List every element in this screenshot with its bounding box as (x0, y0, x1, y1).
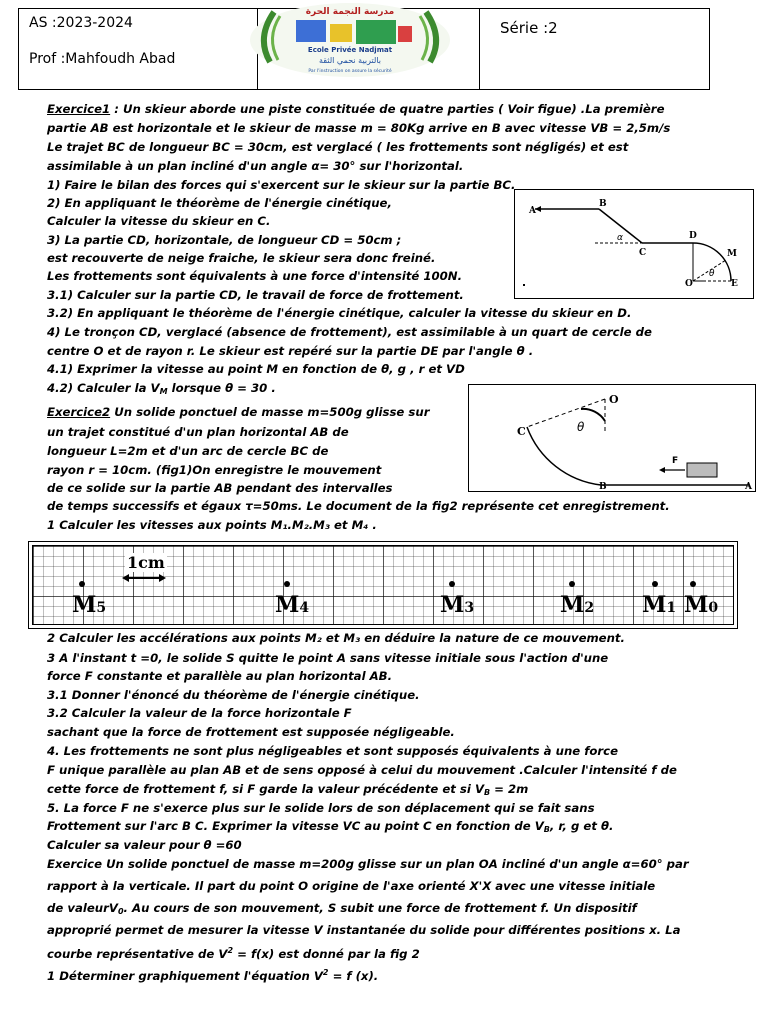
label-m: M (727, 249, 737, 259)
point-dot-m1 (652, 581, 658, 587)
text-line: F unique parallèle au plan AB et de sens opposé à celui du mouvement .Calculer l'intensité f de (47, 763, 677, 777)
text-line: Exercice Un solide ponctuel de masse m=200g glisse sur un plan OA incliné d'un angle α=60° par (47, 857, 689, 871)
text-line: 1 Déterminer graphiquement l'équation $V^2 = f$ (x). (47, 968, 379, 983)
text-line: un trajet constitué d'un plan horizontal AB de (47, 425, 349, 439)
label-a: A (529, 206, 536, 216)
label-alpha: α (617, 233, 623, 243)
text-line: 4.1) Exprimer la vitesse au point M en fonction de θ, g , r et VD (47, 362, 465, 376)
text-line: 3) La partie CD, horizontale, de longueur CD = 50cm ; (47, 233, 402, 247)
exercise2-title: Exercice2 (47, 405, 111, 419)
text-line: est recouverte de neige fraiche, le skieur sera donc freiné. (47, 251, 436, 265)
text-line: 1 Calculer les vitesses aux points M₁.M₂.M₃ et M₄ . (47, 518, 377, 532)
text-line: 3.2) En appliquant le théorème de l'énergie cinétique, calculer la vitesse du skieur en D. (47, 306, 632, 320)
text-line: sachant que la force de frottement est supposée négligeable. (47, 725, 455, 739)
point-label-m4: M4 (275, 592, 310, 618)
header-right-cell (479, 9, 709, 89)
text-line: courbe représentative de $V^2 = f(x)$ est donné par la fig 2 (47, 946, 420, 961)
logo-tagline: Par l'instruction on assure la sécurité (308, 69, 392, 74)
school-logo (248, 2, 452, 78)
text-line: 1) Faire le bilan des forces qui s'exercent sur le skieur sur la partie BC. (47, 178, 516, 192)
text-line: rapport à la verticale. Il part du point O origine de l'axe orienté X'X avec une vitesse initiale (47, 879, 656, 893)
point-dot-m4 (284, 581, 290, 587)
logo-arabic-bottom: بالتربية نحمي الثقة (318, 56, 382, 65)
scale-label: 1cm (127, 553, 165, 572)
point-label-m0: M0 (684, 592, 719, 618)
header-left-cell (19, 9, 258, 89)
point-label-m2: M2 (560, 592, 595, 618)
text-line: cette force de frottement f, si F garde la valeur précédente et si $V_B = 2m$ (47, 782, 529, 797)
exercise1-title: Exercice1 (47, 102, 111, 116)
radius-oc (527, 399, 605, 427)
point-dot-m3 (449, 581, 455, 587)
text-line: de temps successifs et égaux τ=50ms. Le document de la fig2 représente cet enregistrement. (47, 499, 670, 513)
ski-track-figure (514, 189, 754, 299)
text-line: de ce solide sur la partie AB pendant des intervalles (47, 481, 393, 495)
arc-plane-figure (468, 384, 756, 492)
solid-block (687, 463, 717, 477)
text-line: assimilable à un plan incliné d'un angle α= 30° sur l'horizontal. (47, 159, 464, 173)
text-line: 3.1 Donner l'énoncé du théorème de l'énergie cinétique. (47, 688, 420, 702)
point-dot-m5 (79, 581, 85, 587)
text-line: rayon r = 10cm. (fig1)On enregistre le mouvement (47, 463, 382, 477)
text-line: 2 Calculer les accélérations aux points M₂ et M₃ en déduire la nature de ce mouvement. (47, 631, 625, 645)
text-line: 3.2 Calculer la valeur de la force horizontale F (47, 706, 352, 720)
logo-arabic-top: مدرسة النجمة الحرة (305, 7, 395, 17)
text-line: Le trajet BC de longueur BC = 30cm, est verglacé ( les frottements sont négligés) et est (47, 140, 629, 154)
text-line: Calculer sa valeur pour θ =60 (47, 838, 242, 852)
label-theta2: θ (577, 420, 585, 434)
text-line: Les frottements sont équivalents à une force d'intensité 100N. (47, 269, 463, 283)
label-o: O (685, 279, 693, 289)
text-line: Exercice2 Un solide ponctuel de masse m=500g glisse sur (47, 405, 430, 419)
text-line: longueur L=2m et d'un arc de cercle BC de (47, 444, 329, 458)
text-line: Calculer la vitesse du skieur en C. (47, 214, 271, 228)
text-line: approprié permet de mesurer la vitesse V instantanée du solide pour différentes positions x. La (47, 923, 681, 937)
label-b: B (599, 199, 607, 209)
label-a2: A (745, 482, 752, 492)
text-line: 4. Les frottements ne sont plus négligeables et sont supposés équivalents à une force (47, 744, 618, 758)
text-line: partie AB est horizontale et le skieur de masse m = 80Kg arrive en B avec vitesse VB = 2,5m/s (47, 121, 671, 135)
text-line: 3.1) Calculer sur la partie CD, le travail de force de frottement. (47, 288, 464, 302)
logo-latin-name: Ecole Privée Nadjmat (307, 46, 393, 54)
label-b2: B (599, 482, 607, 492)
arc-bc (527, 427, 601, 485)
point-label-m5: M5 (72, 592, 107, 618)
text-line: force F constante et parallèle au plan horizontal AB. (47, 669, 393, 683)
point-dot-m0 (690, 581, 696, 587)
label-c2: C (517, 425, 526, 438)
label-e: E (731, 279, 738, 289)
serie-title: Série :2 (500, 19, 558, 37)
text-line: centre O et de rayon r. Le skieur est repéré sur la partie DE par l'angle θ . (47, 344, 534, 358)
text-line: 4) Le tronçon CD, verglacé (absence de frottement), est assimilable à un quart de cercle de (47, 325, 652, 339)
text-line: 3 A l'instant t =0, le solide S quitte le point A sans vitesse initiale sous l'action d'une (47, 651, 609, 665)
label-theta: θ (709, 269, 715, 279)
text-line: 2) En appliquant le théorème de l'énergie cinétique, (47, 196, 392, 210)
teacher-name: Prof :Mahfoudh Abad (29, 51, 176, 67)
point-label-m3: M3 (440, 592, 475, 618)
label-f: F (672, 456, 679, 466)
school-year: AS :2023-2024 (29, 15, 133, 31)
point-label-m1: M1 (642, 592, 677, 618)
text-line: 4.2) Calculer la $V_M$ lorsque θ = 30 . (47, 381, 276, 396)
point-dot-m2 (569, 581, 575, 587)
text-line: de valeurV$_0$. Au cours de son mouvement, S subit une force de frottement f. Un dispositif (47, 901, 637, 916)
text-line: Frottement sur l'arc B C. Exprimer la vitesse VC au point C en fonction de $V_B$, r, g et θ. (47, 819, 614, 834)
label-c: C (639, 248, 647, 258)
scale-arrow (122, 573, 166, 583)
text-line: Exercice1 : Un skieur aborde une piste constituée de quatre parties ( Voir figue) .La première (47, 102, 665, 116)
label-o2: O (609, 393, 619, 406)
text-line: 5. La force F ne s'exerce plus sur le solide lors de son déplacement qui se fait sans (47, 801, 595, 815)
label-d: D (689, 231, 697, 241)
